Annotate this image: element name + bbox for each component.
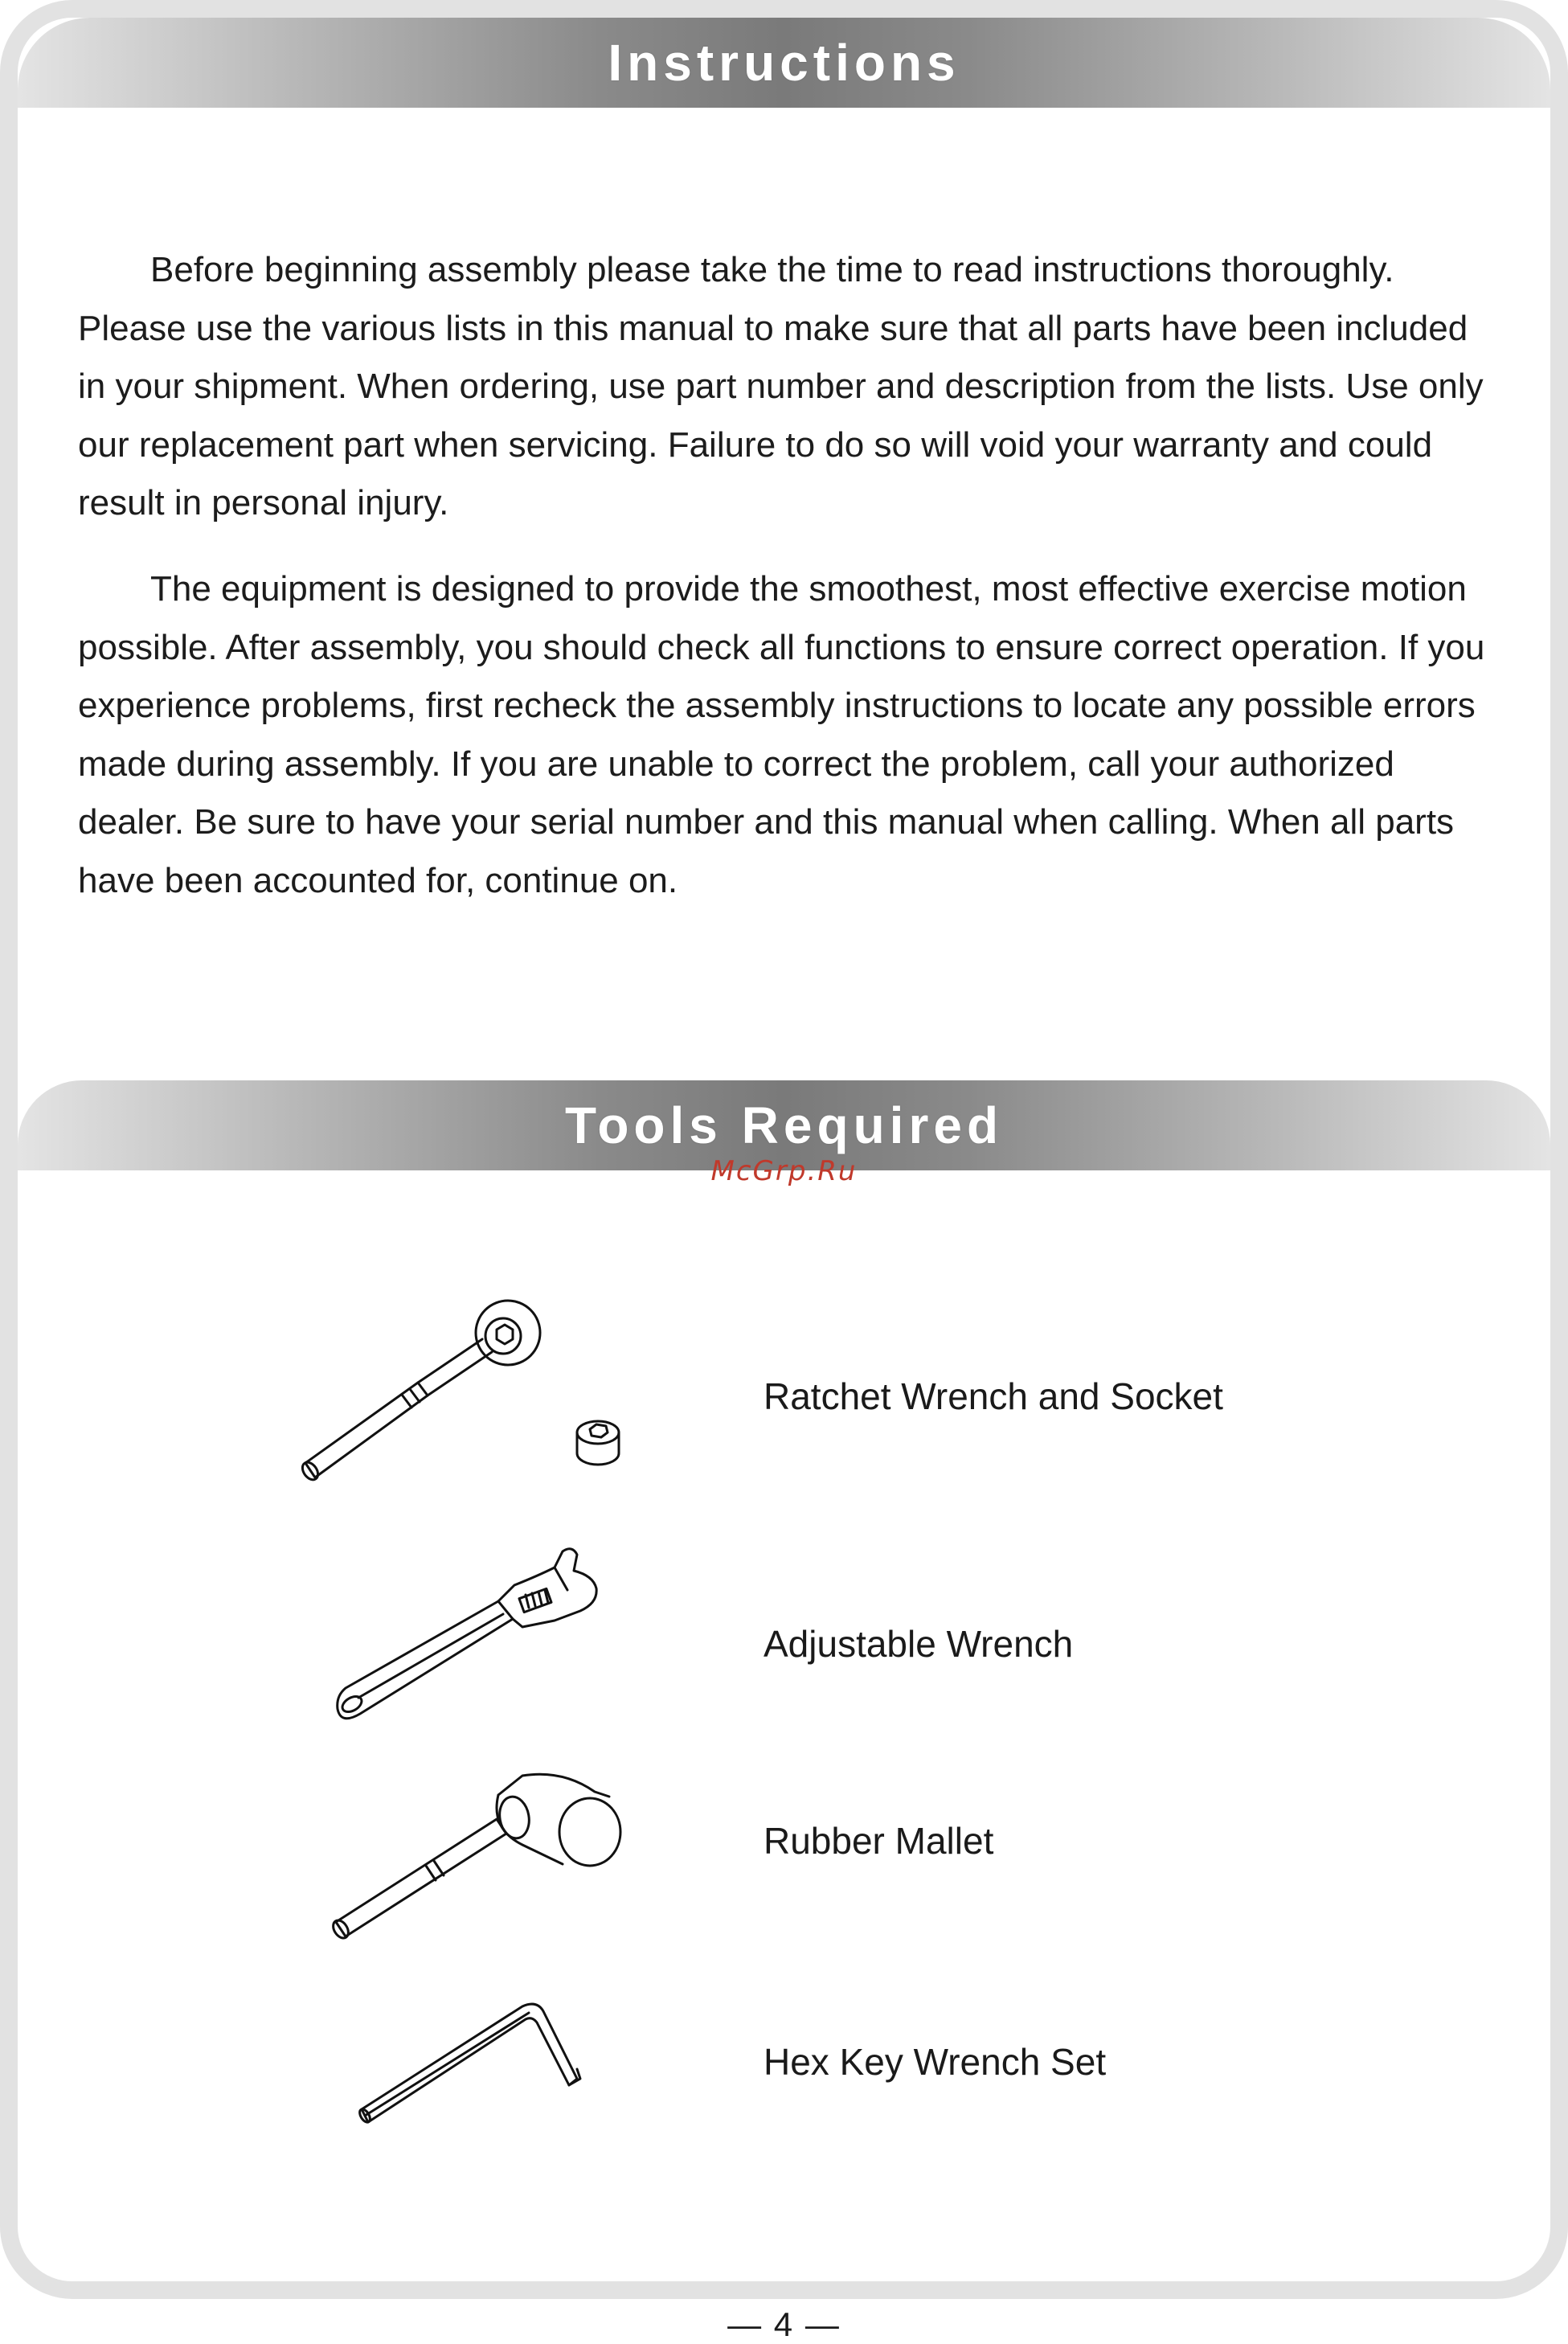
instructions-header <box>18 18 1550 108</box>
tool-label-adjustable-wrench: Adjustable Wrench <box>764 1623 1074 1665</box>
instructions-paragraph-1-text: Before beginning assembly please take the time to read instructions thoroughly. Please use the various lists in this manual to make sure that all parts have been included in your shipment. When ordering, use part number and description from the lists. Use only our replacement part when servicing. Failure to do so will void your warranty and could result in personal injury. <box>78 250 1484 522</box>
tool-item-rubber-mallet <box>281 1764 1447 1965</box>
instructions-paragraph-2-text: The equipment is designed to provide the smoothest, most effective exercise motion possible. After assembly, you should check all functions to ensure correct operation. If you experience problems, first recheck the assembly instructions to locate any possible errors made during assembly. If you are unable to correct the problem, call your authorized dealer. Be sure to have your serial number and this manual when calling. When all parts have been accounted for, continue on. <box>78 569 1485 900</box>
instructions-paragraph-1 <box>78 241 1492 533</box>
hex-key-icon <box>281 1985 667 2186</box>
tool-label-rubber-mallet: Rubber Mallet <box>764 1820 994 1862</box>
tool-item-adjustable-wrench <box>281 1543 1447 1744</box>
tool-label-hex-key: Hex Key Wrench Set <box>764 2041 1107 2083</box>
tools-title: Tools Required <box>564 1096 1004 1154</box>
tool-label-ratchet: Ratchet Wrench and Socket <box>764 1375 1223 1417</box>
instructions-title: Instructions <box>608 34 960 92</box>
rubber-mallet-icon <box>281 1764 667 1965</box>
adjustable-wrench-icon <box>281 1543 667 1744</box>
tool-item-ratchet <box>281 1294 1447 1495</box>
ratchet-wrench-icon <box>281 1294 667 1495</box>
page-number: — 4 — <box>727 2305 841 2343</box>
tool-item-hex-key <box>281 1985 1447 2186</box>
instructions-paragraph-2 <box>78 560 1492 910</box>
watermark: McGrp.Ru <box>710 1155 858 1187</box>
